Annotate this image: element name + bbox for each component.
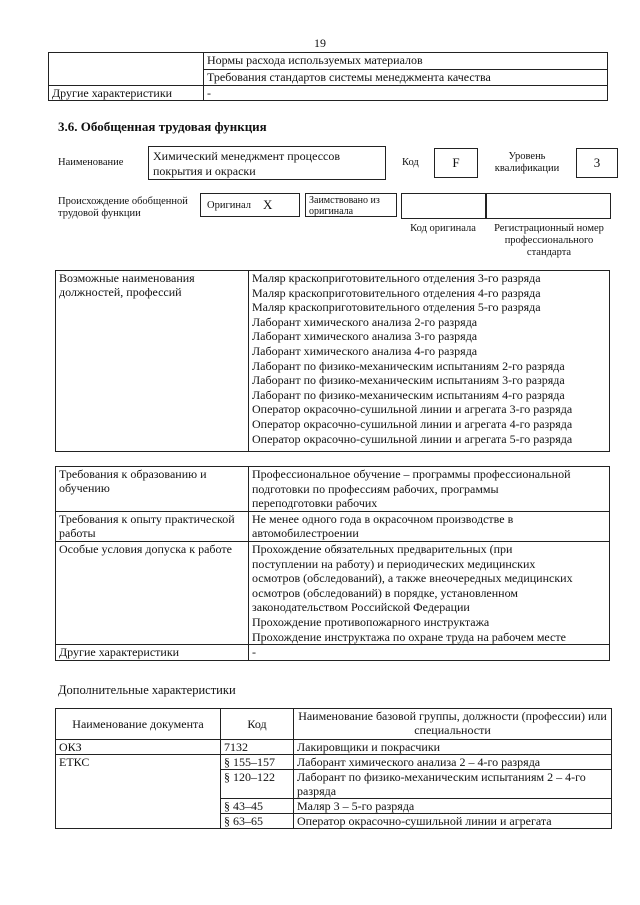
table-cell: ЕТКС	[56, 755, 221, 770]
table-cell: § 43–45	[221, 799, 294, 814]
positions-table	[55, 270, 610, 452]
level-label: Уровень квалификации	[494, 151, 560, 174]
code-label: Код	[402, 157, 419, 168]
name-label: Наименование	[58, 157, 124, 168]
table-cell: § 155–157	[221, 755, 294, 770]
table-cell: 7132	[221, 740, 294, 755]
table-row	[56, 770, 612, 799]
section-title: 3.6. Обобщенная трудовая функция	[58, 119, 267, 134]
origin-label: Происхождение обобщенной трудовой функции	[58, 196, 188, 219]
list-item: Маляр краскоприготовительного отделения 3-го разряда	[252, 271, 541, 285]
list-item: Оператор окрасочно-сушильной линии и агрегата 5-го разряда	[252, 431, 573, 446]
requirement-value	[249, 645, 610, 661]
text-line: -	[252, 645, 256, 660]
list-item: Оператор окрасочно-сушильной линии и агрегата 3-го разряда	[252, 402, 573, 417]
table-row	[56, 511, 610, 541]
function-name-value: Химический менеджмент процессов покрытия и окраски	[148, 146, 386, 180]
list-item: Лаборант по физико-механическим испытаниям 4-го разряда	[252, 387, 565, 402]
table-cell: Оператор окрасочно-сушильной линии и агрегата	[294, 814, 612, 829]
table-row	[56, 799, 612, 814]
requirement-label: Другие характеристики	[56, 645, 249, 661]
table-cell	[49, 53, 204, 70]
table-row	[49, 53, 608, 70]
page-number: 19	[314, 36, 326, 50]
table-row	[56, 814, 612, 829]
list-item: Лаборант химического анализа 2-го разряда	[252, 314, 478, 329]
level-value: 3	[576, 148, 618, 178]
list-item: Лаборант химического анализа 3-го разряда	[252, 329, 478, 344]
text-line: автомобилестроении	[252, 526, 359, 541]
table-cell: Другие характеристики	[49, 86, 204, 101]
top-table	[48, 52, 608, 101]
text-line: Прохождение противопожарного инструктажа	[252, 614, 490, 629]
text-line: подготовки по профессиям рабочих, программы	[252, 481, 499, 496]
requirement-label: Требования к образованию и обучению	[56, 467, 249, 512]
original-label: Оригинал	[207, 200, 251, 211]
table-row	[49, 69, 608, 86]
table-cell	[49, 69, 204, 86]
list-item: Маляр краскоприготовительного отделения 5-го разряда	[252, 300, 541, 315]
text-line: Прохождение инструктажа по охране труда на рабочем месте	[252, 629, 566, 644]
list-item: Лаборант химического анализа 4-го разряда	[252, 343, 478, 358]
table-row	[56, 740, 612, 755]
list-item: Лаборант по физико-механическим испытаниям 2-го разряда	[252, 358, 565, 373]
table-cell: -	[204, 86, 608, 101]
table-cell: ОКЗ	[56, 740, 221, 755]
table-cell: Маляр 3 – 5-го разряда	[294, 799, 612, 814]
text-line: Прохождение обязательных предварительных (при	[252, 541, 513, 556]
reg-number-cell	[485, 193, 611, 219]
positions-label: Возможные наименования должностей, профессий	[56, 271, 249, 452]
positions-list	[249, 271, 610, 452]
list-item: Лаборант по физико-механическим испытаниям 3-го разряда	[252, 373, 565, 388]
additional-table	[55, 708, 612, 829]
text-line: Профессиональное обучение – программы профессиональной	[252, 467, 571, 481]
text-line: осмотров (обследований), а также внеочередных медицинских	[252, 571, 573, 586]
requirements-table	[55, 466, 610, 661]
text-line: Не менее одного года в окрасочном производстве в	[252, 511, 514, 526]
table-cell	[56, 814, 221, 829]
requirement-value	[249, 511, 610, 541]
text-line: осмотров (обследований) в порядке, установленном	[252, 585, 518, 600]
additional-title: Дополнительные характеристики	[58, 683, 236, 697]
code-original-label: Код оригинала	[410, 223, 476, 234]
column-header: Наименование базовой группы, должности (профессии) или специальности	[294, 709, 612, 740]
table-cell	[56, 799, 221, 814]
table-row	[56, 755, 612, 770]
table-cell: § 63–65	[221, 814, 294, 829]
requirement-label: Особые условия допуска к работе	[56, 541, 249, 644]
requirement-value	[249, 541, 610, 644]
requirement-value	[249, 467, 610, 512]
original-cell	[200, 193, 300, 217]
column-header: Наименование документа	[56, 709, 221, 740]
table-cell	[56, 770, 221, 799]
table-cell: Лаборант химического анализа 2 – 4-го разряда	[294, 755, 612, 770]
code-value: F	[434, 148, 478, 178]
column-header: Код	[221, 709, 294, 740]
table-row	[56, 541, 610, 644]
table-cell: Требования стандартов системы менеджмента качества	[204, 69, 608, 86]
table-row	[49, 86, 608, 101]
table-row	[56, 467, 610, 512]
requirement-label: Требования к опыту практической работы	[56, 511, 249, 541]
table-row	[56, 645, 610, 661]
table-cell: § 120–122	[221, 770, 294, 799]
borrowed-cell	[305, 193, 397, 217]
table-cell: Лакировщики и покрасчики	[294, 740, 612, 755]
table-row	[56, 271, 610, 452]
original-mark: X	[263, 197, 273, 212]
text-line: поступлении на работу) и периодических медицинских	[252, 556, 536, 571]
table-cell: Нормы расхода используемых материалов	[204, 53, 608, 70]
borrowed-label: Заимствовано из оригинала	[309, 195, 380, 217]
text-line: переподготовки рабочих	[252, 496, 378, 511]
reg-number-label: Регистрационный номер профессионального стандарта	[494, 223, 604, 258]
list-item: Оператор окрасочно-сушильной линии и агрегата 4-го разряда	[252, 416, 573, 431]
text-line: законодательством Российской Федерации	[252, 600, 470, 615]
table-header-row	[56, 709, 612, 740]
list-item: Маляр краскоприготовительного отделения 4-го разряда	[252, 285, 541, 300]
code-original-cell	[401, 193, 487, 219]
table-cell: Лаборант по физико-механическим испытаниям 2 – 4-го разряда	[294, 770, 612, 799]
